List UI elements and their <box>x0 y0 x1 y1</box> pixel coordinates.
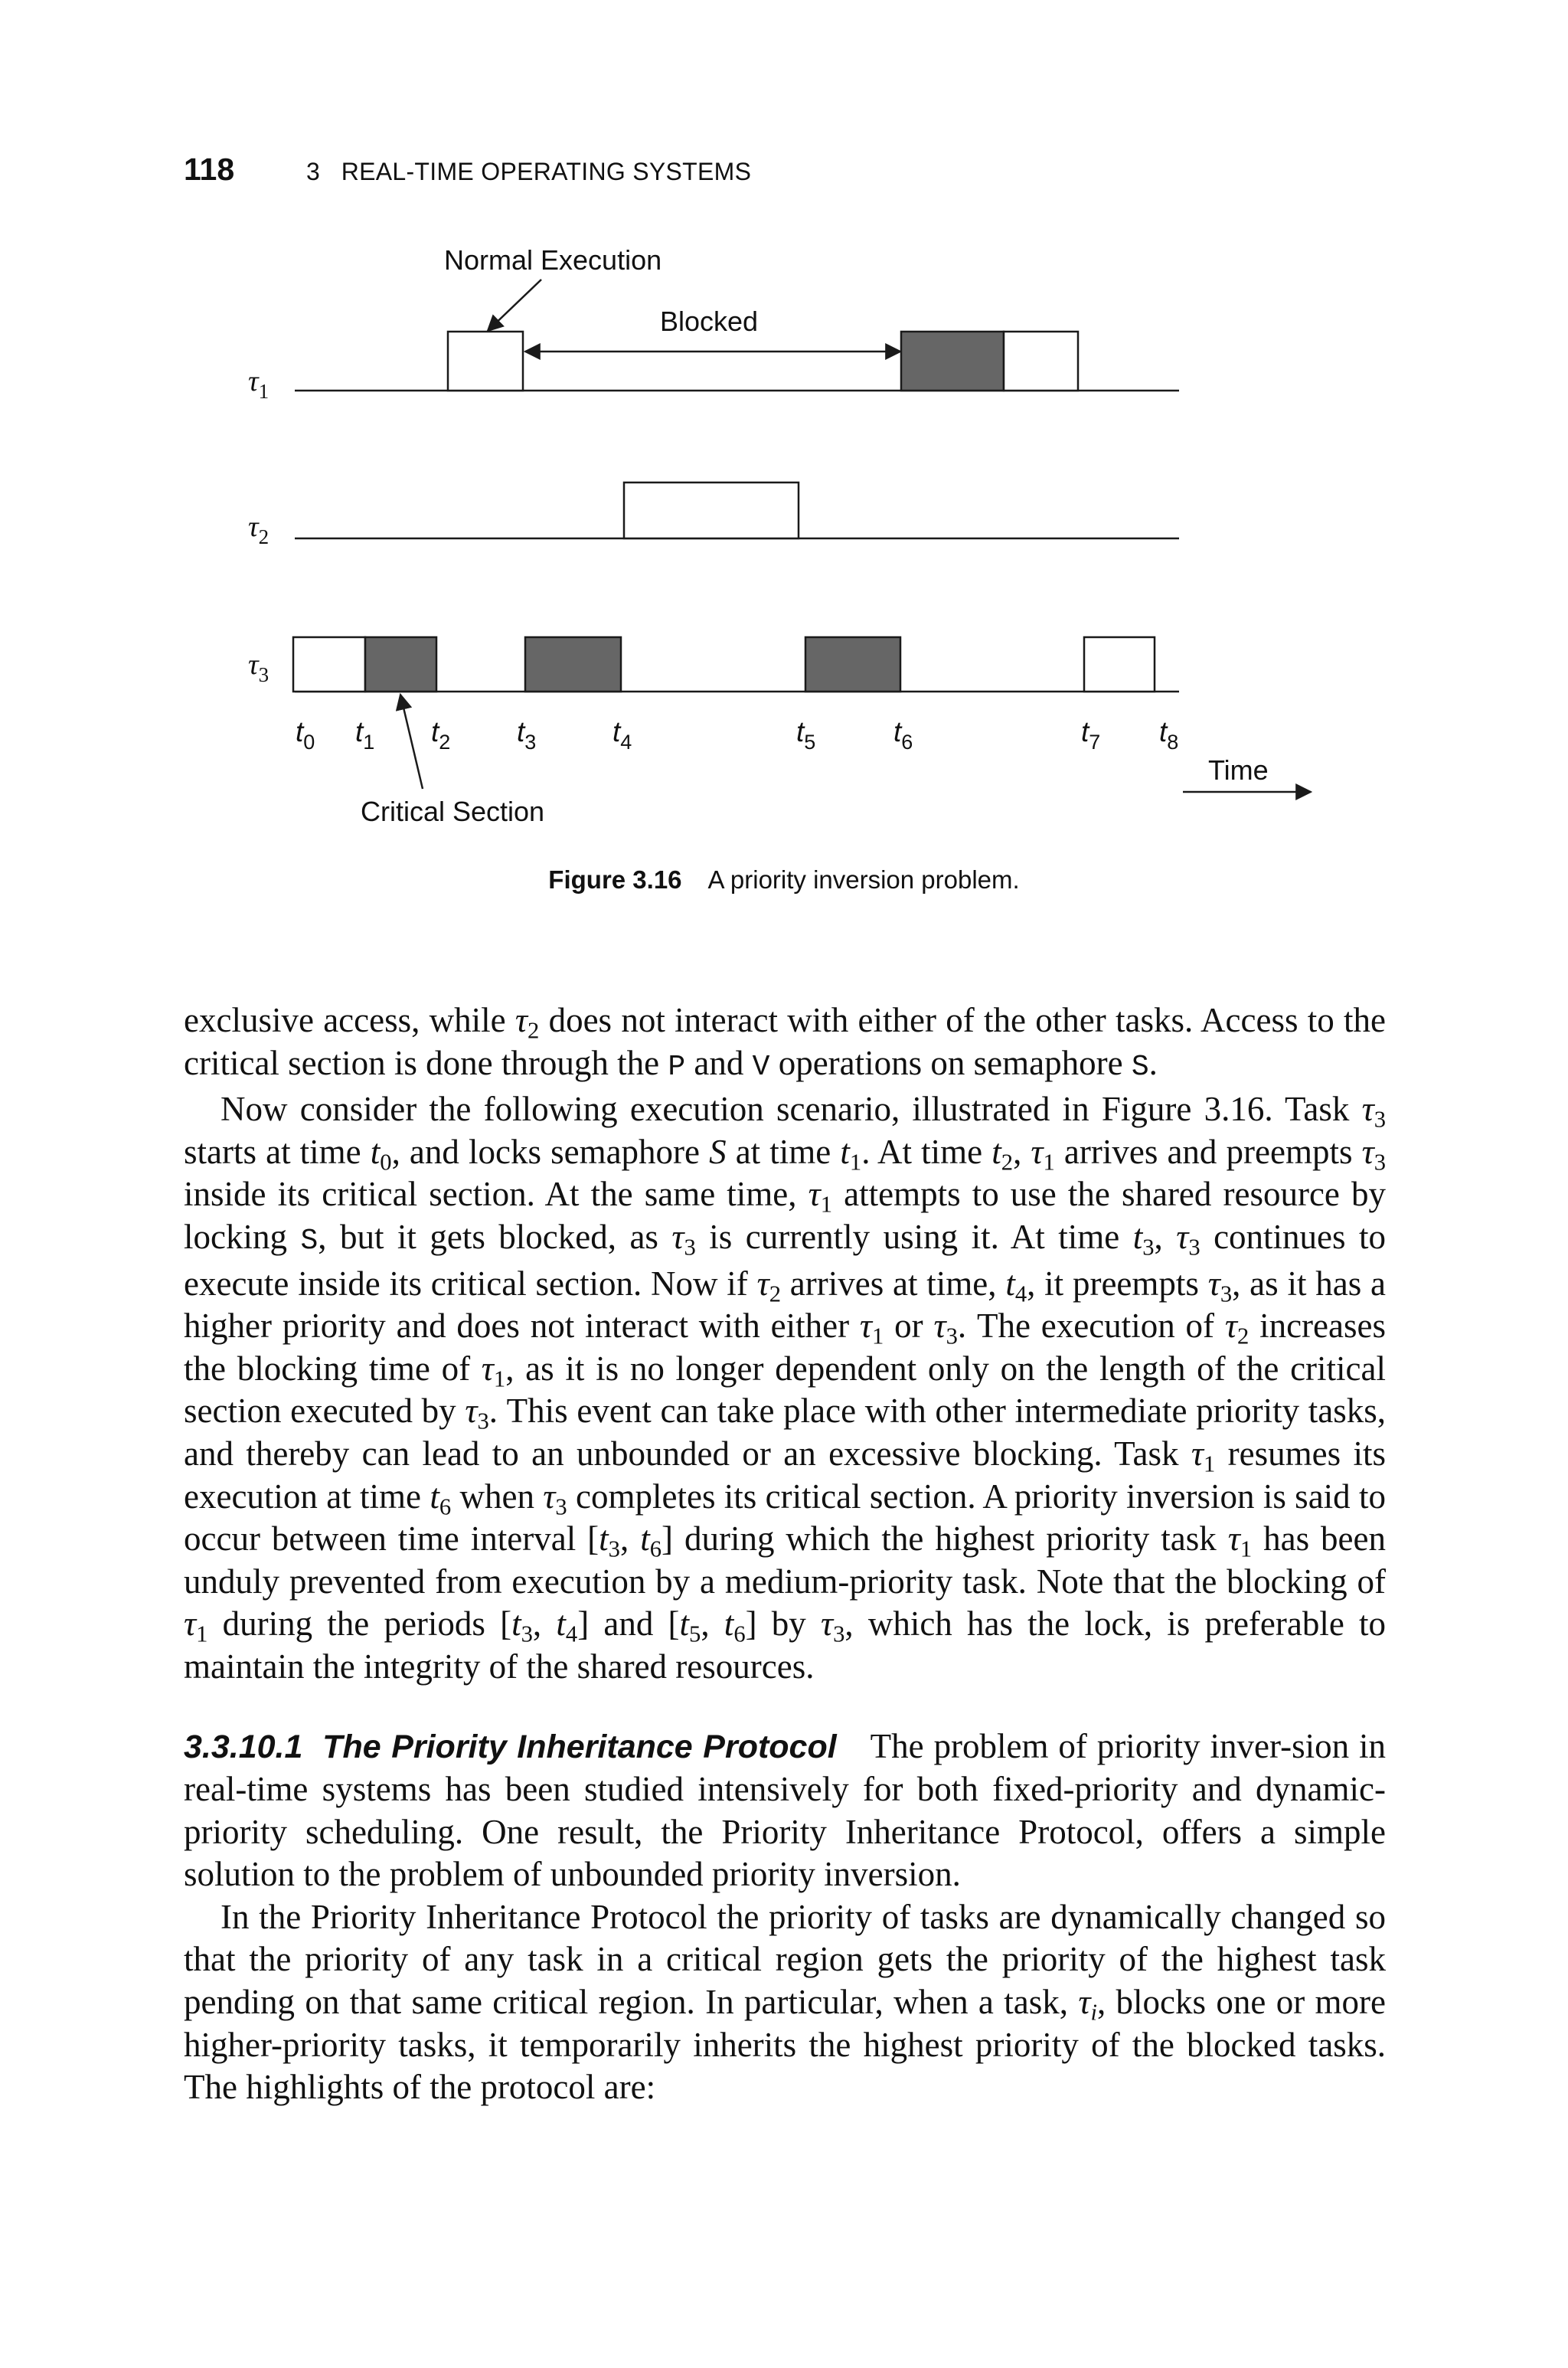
section-number: 3.3.10.1 <box>184 1728 303 1765</box>
figure-caption-text: A priority inversion problem. <box>707 865 1020 894</box>
tau2-normal-block <box>624 482 799 538</box>
page-number: 118 <box>184 152 235 187</box>
figure-caption <box>0 865 1568 895</box>
code-v: V <box>752 1050 770 1084</box>
paragraph-2: Now consider the following execution scenario, illustrated in Figure 3.16. Task $\tau_3$ starts at time $t_0$, and locks semaphore S at time $t_1$. At time $t_2$, $\tau_1$ arrives and preempts $\tau_3$ inside its critical section. At the same time, $\tau_1$ attempts to use the shared resource by locking S, but it gets blocked, as $\tau_3$ is currently using it. At time $t_3$, $\tau_3$ continues to execute inside its critical section. Now if $\tau_2$ arrives at time, $t_4$, it preempts $\tau_3$, as it has a higher priority and does not interact with either $\tau_1$ or $\tau_3$. The execution of $\tau_2$ increases the blocking time of $\tau_1$, as it is no longer dependent only on the length of the critical section executed by $\tau_3$. This event can take place with other intermediate priority tasks, and thereby can lead to an unbounded or an excessive blocking. Task $\tau_1$ resumes its execution at time $t_6$ when $\tau_3$ completes its critical section. A priority inversion is said to occur between time interval [$t_3$, $t_6$] during which the highest priority task $\tau_1$ has been unduly prevented from execution by a medium-priority task. Note that the blocking of $\tau_1$ during the periods [$t_3$, $t_4$] and [$t_5$, $t_6$] by $\tau_3$, which has the lock, is preferable to maintain the integrity of the shared resources. <box>184 1090 1387 1686</box>
task-label-tau2: $\tau_2$ <box>248 511 270 548</box>
blocked-label: Blocked <box>660 306 759 337</box>
task-label-tau3: $\tau_3$ <box>248 649 270 686</box>
code-s: S <box>1131 1050 1149 1084</box>
critical-section-label: Critical Section <box>361 796 545 827</box>
time-mark-t4: $t_4$ <box>612 716 632 754</box>
figure-label: Figure 3.16 <box>548 865 682 894</box>
time-mark-t2: $t_2$ <box>431 716 451 754</box>
normal-execution-label: Normal Execution <box>444 244 662 276</box>
priority-inversion-figure <box>0 0 1568 934</box>
section-title: The Priority Inheritance Protocol <box>322 1728 837 1765</box>
tau3-critical-block <box>525 637 621 692</box>
code-s: S <box>300 1224 318 1258</box>
time-mark-t0: $t_0$ <box>296 716 315 754</box>
tau1-normal-block <box>1004 332 1078 391</box>
tau3-critical-block <box>365 637 436 692</box>
task-label-tau1: $\tau_1$ <box>248 365 270 403</box>
normal-execution-pointer <box>488 280 541 331</box>
critical-section-pointer <box>400 695 423 789</box>
tau3-normal-block <box>293 637 365 692</box>
tau3-normal-block <box>1084 637 1155 692</box>
time-mark-t3: $t_3$ <box>517 716 537 754</box>
paragraph-1: exclusive access, while $\tau_2$ does not interact with either of the other tasks. Access to the critical section is done through the P and V operations on semaphore S. <box>184 1001 1386 1084</box>
time-mark-t6: $t_6$ <box>893 716 913 754</box>
time-mark-t8: $t_8$ <box>1159 716 1179 754</box>
section-3-3-10-1 <box>184 1725 1386 1896</box>
body-text <box>184 999 1386 2109</box>
time-label: Time <box>1208 754 1269 786</box>
section-body: The problem of priority inver-sion in real-time systems has been studied intensively for both fixed-priority and dynamic-priority scheduling. One result, the Priority Inheritance Protocol, offers a simple solution to the problem of unbounded priority inversion. <box>184 1726 1386 1894</box>
time-mark-t5: $t_5$ <box>796 716 816 754</box>
code-p: P <box>668 1050 686 1084</box>
tau1-normal-block <box>448 332 523 391</box>
paragraph-4: In the Priority Inheritance Protocol the priority of tasks are dynamically changed so that the priority of any task in a critical region gets the priority of the highest task pending on that same critical region. In particular, when a task, $\tau_i$, blocks one or more higher-priority tasks, it temporarily inherits the highest priority of the blocked tasks. The highlights of the protocol are: <box>184 1897 1386 2107</box>
tau1-critical-block <box>901 332 1004 391</box>
time-mark-t1: $t_1$ <box>355 716 375 754</box>
chapter-number: 3 <box>306 158 321 185</box>
tau3-critical-block <box>805 637 900 692</box>
chapter-name: REAL-TIME OPERATING SYSTEMS <box>341 158 752 185</box>
time-mark-t7: $t_7$ <box>1081 716 1101 754</box>
